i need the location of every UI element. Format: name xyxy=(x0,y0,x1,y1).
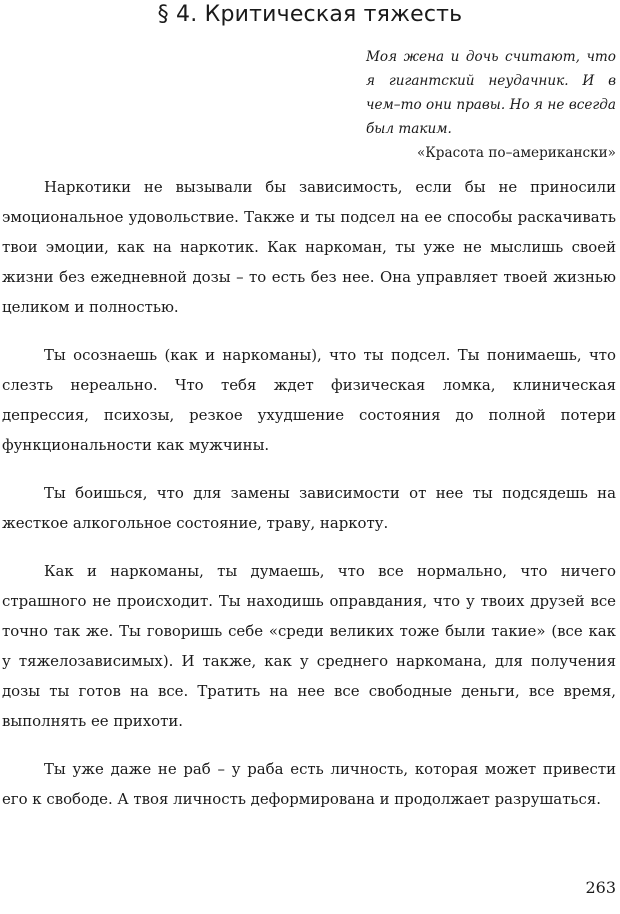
paragraph-2: Ты осознаешь (как и наркоманы), что ты подсел. Ты понимаешь, что слезть нереально. Что тебя ждет физическая ломка, клиническая депрессия, психозы, резкое ухудшение состояния до полной потери функциональности как мужчины. xyxy=(2,346,616,454)
chapter-title: § 4. Критическая тяжесть xyxy=(157,2,463,27)
epigraph-text: Моя жена и дочь считают, что я гигантский неудачник. И в чем–то они правы. Но я не всегда был таким. xyxy=(366,49,616,137)
paragraph-4: Как и наркоманы, ты думаешь, что все нормально, что ничего страшного не происходит. Ты находишь оправдания, что у твоих друзей все точно так же. Ты говоришь себе «среди великих тоже были такие» (все как у тяжелозависимых). И также, как у среднего наркомана, для получения дозы ты готов на все. Тратить на нее все свободные деньги, все время, выполнять ее прихоти. xyxy=(2,562,616,730)
epigraph xyxy=(366,45,616,165)
paragraph-1: Наркотики не вызывали бы зависимость, если бы не приносили эмоциональное удовольствие. Также и ты подсел на ее способы раскачивать твои эмоции, как на наркотик. Как наркоман, ты уже не мыслишь своей жизни без ежедневной дозы – то есть без нее. Она управляет твоей жизнью целиком и полностью. xyxy=(2,178,616,316)
body-text xyxy=(2,172,616,832)
epigraph-source: «Красота по–американски» xyxy=(416,145,616,161)
paragraph-3: Ты боишься, что для замены зависимости от нее ты подсядешь на жесткое алкогольное состояние, траву, наркоту. xyxy=(2,484,616,532)
paragraph-5: Ты уже даже не раб – у раба есть личность, которая может привести его к свободе. А твоя личность деформирована и продолжает разрушаться. xyxy=(2,760,616,808)
page-number: 263 xyxy=(585,878,616,897)
